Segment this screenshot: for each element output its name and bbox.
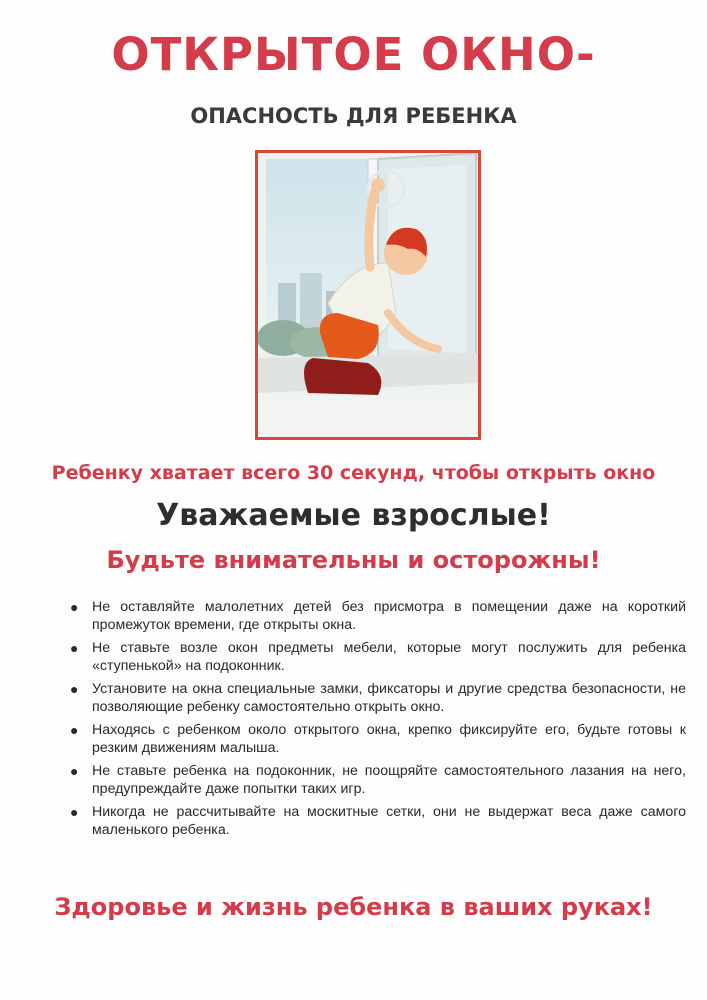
bullet-icon: ● [70,599,79,615]
appeal-be-careful: Будьте внимательны и осторожны! [106,546,601,574]
poster-title: ОТКРЫТОЕ ОКНО- [111,28,596,81]
list-item [68,639,686,675]
bullet-icon: ● [70,722,79,738]
tip-text: Не ставьте ребенка на подоконник, не поощряйте самостоятельного лазания на него, предупреждайте даже попытки таких игр. [92,763,686,797]
bullet-icon: ● [70,681,79,697]
bullet-icon: ● [70,640,79,656]
tip-text: Находясь с ребенком около открытого окна, крепко фиксируйте его, будьте готовы к резким движениям малыша. [92,722,686,756]
list-item [68,680,686,716]
list-item [68,762,686,798]
tip-text: Не оставляйте малолетних детей без присмотра в помещении даже на короткий промежуток времени, где открыты окна. [92,599,686,633]
footer-slogan: Здоровье и жизнь ребенка в ваших руках! [54,893,653,921]
child-at-window-illustration [255,150,481,440]
headline-30-seconds: Ребенку хватает всего 30 секунд, чтобы открыть окно [51,462,656,484]
tip-text: Никогда не рассчитывайте на москитные сетки, они не выдержат веса даже самого маленького ребенка. [92,804,686,838]
safety-tips-list [68,598,686,844]
poster-subtitle: ОПАСНОСТЬ ДЛЯ РЕБЕНКА [190,104,517,128]
bullet-icon: ● [70,804,79,820]
list-item [68,721,686,757]
bullet-icon: ● [70,763,79,779]
list-item [68,598,686,634]
list-item [68,803,686,839]
tip-text: Установите на окна специальные замки, фиксаторы и другие средства безопасности, не позволяющие ребенку самостоятельно открыть окно. [92,681,686,715]
tip-text: Не ставьте возле окон предметы мебели, которые могут послужить для ребенка «ступенькой» на подоконник. [92,640,686,674]
appeal-dear-adults: Уважаемые взрослые! [156,498,551,533]
